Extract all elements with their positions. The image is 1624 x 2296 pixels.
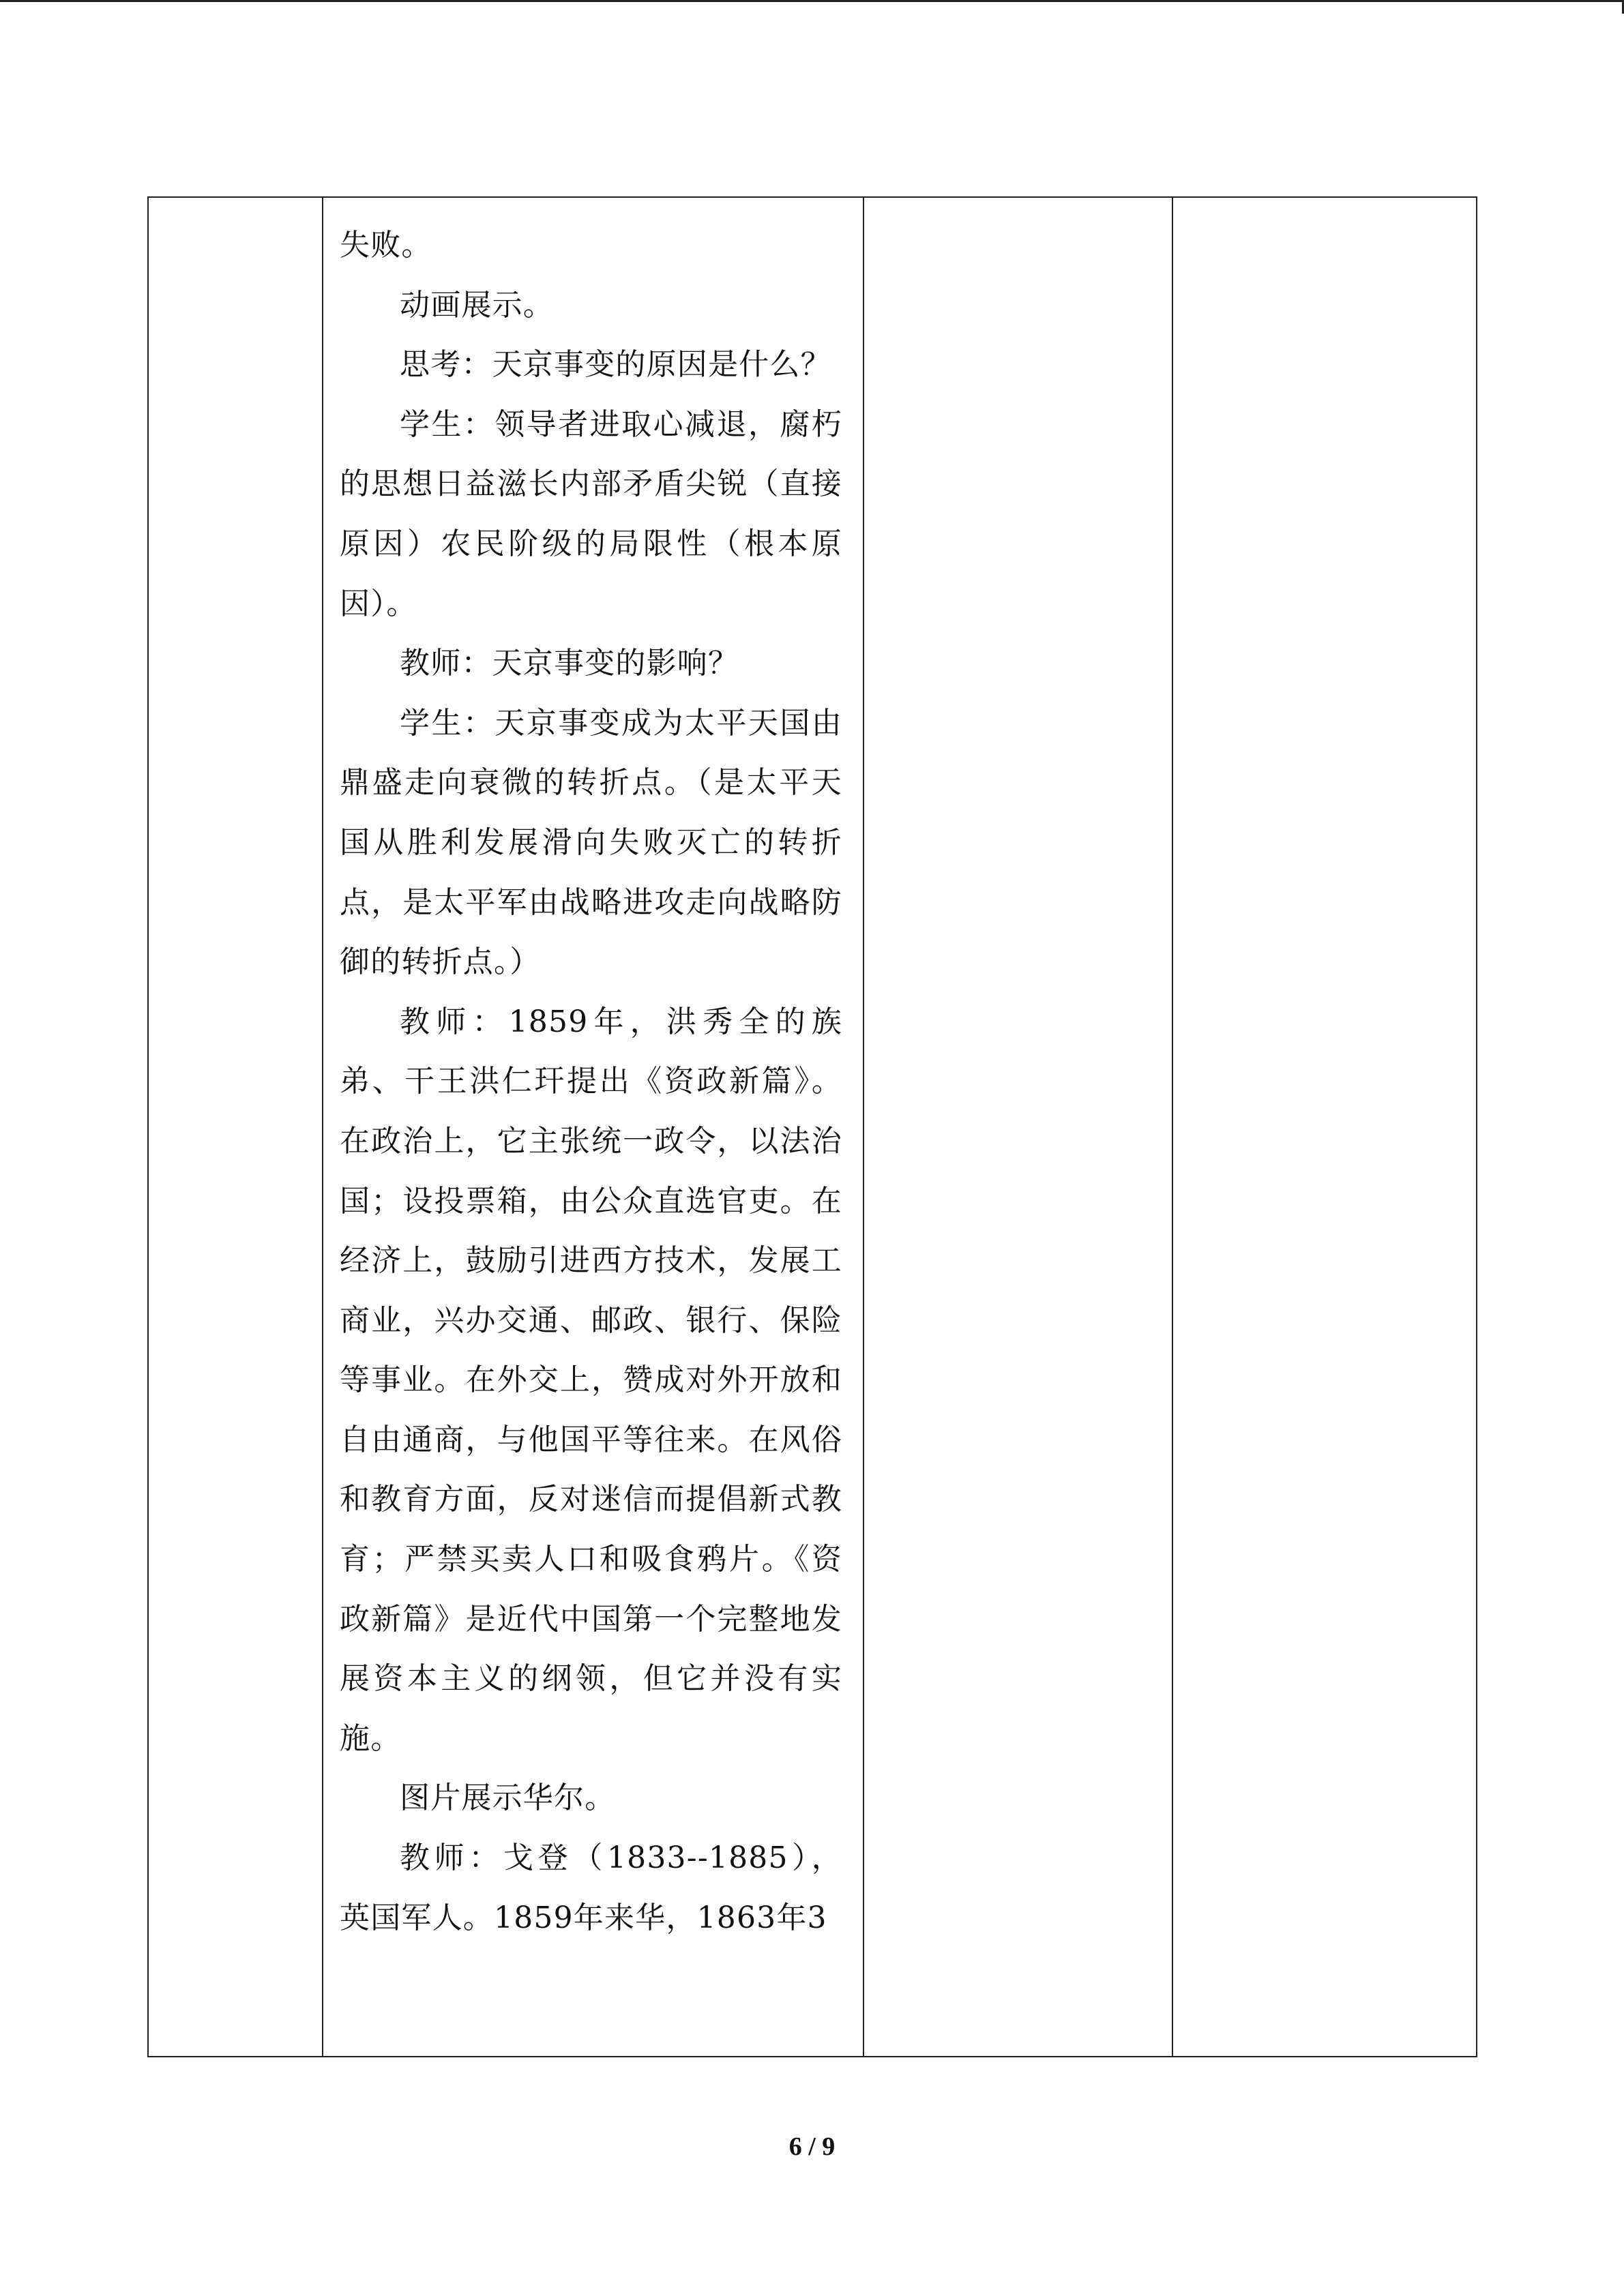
page-number: 6 / 9 — [788, 2132, 836, 2161]
paragraph: 图片展示华尔。 — [400, 1780, 616, 1816]
table-row — [148, 197, 1477, 2057]
paragraph: 教师：天京事变的影响？ — [400, 646, 739, 681]
paragraph: 思考：天京事变的原因是什么？ — [400, 347, 831, 383]
paragraph: 教师：戈登（1833--1885），英国军人。1859年来华，1863年3 — [340, 1840, 842, 1935]
paragraph: 失败。 — [340, 228, 432, 263]
design-intent-cell — [1172, 197, 1477, 2057]
page-top-rule — [0, 0, 1624, 2]
student-activity-cell — [863, 197, 1172, 2057]
lesson-plan-table — [147, 196, 1477, 2057]
paragraph: 学生：天京事变成为太平天国由鼎盛走向衰微的转折点。（是太平天国从胜利发展滑向失败灭亡的转折点，是太平军由战略进攻走向战略防御的转折点。） — [340, 705, 842, 980]
teaching-process-content — [323, 198, 863, 1948]
paragraph: 学生：领导者进取心减退，腐朽的思想日益滋长内部矛盾尖锐（直接原因）农民阶级的局限性（根本原因）。 — [340, 406, 842, 621]
paragraph: 教师：1859年，洪秀全的族弟、干王洪仁玕提出《资政新篇》。在政治上，它主张统一政令，以法治国；设投票箱，由公众直选官吏。在经济上，鼓励引进西方技术，发展工商业，兴办交通、邮政、银行、保险等事业。在外交上，赞成对外开放和自由通商，与他国平等往来。在风俗和教育方面，反对迷信而提倡新式教育；严禁买卖人口和吸食鸦片。《资政新篇》是近代中国第一个完整地发展资本主义的纲领，但它并没有实施。 — [340, 1004, 842, 1756]
paragraph: 动画展示。 — [400, 287, 554, 323]
teaching-process-cell — [323, 197, 863, 2057]
section-cell — [148, 197, 323, 2057]
